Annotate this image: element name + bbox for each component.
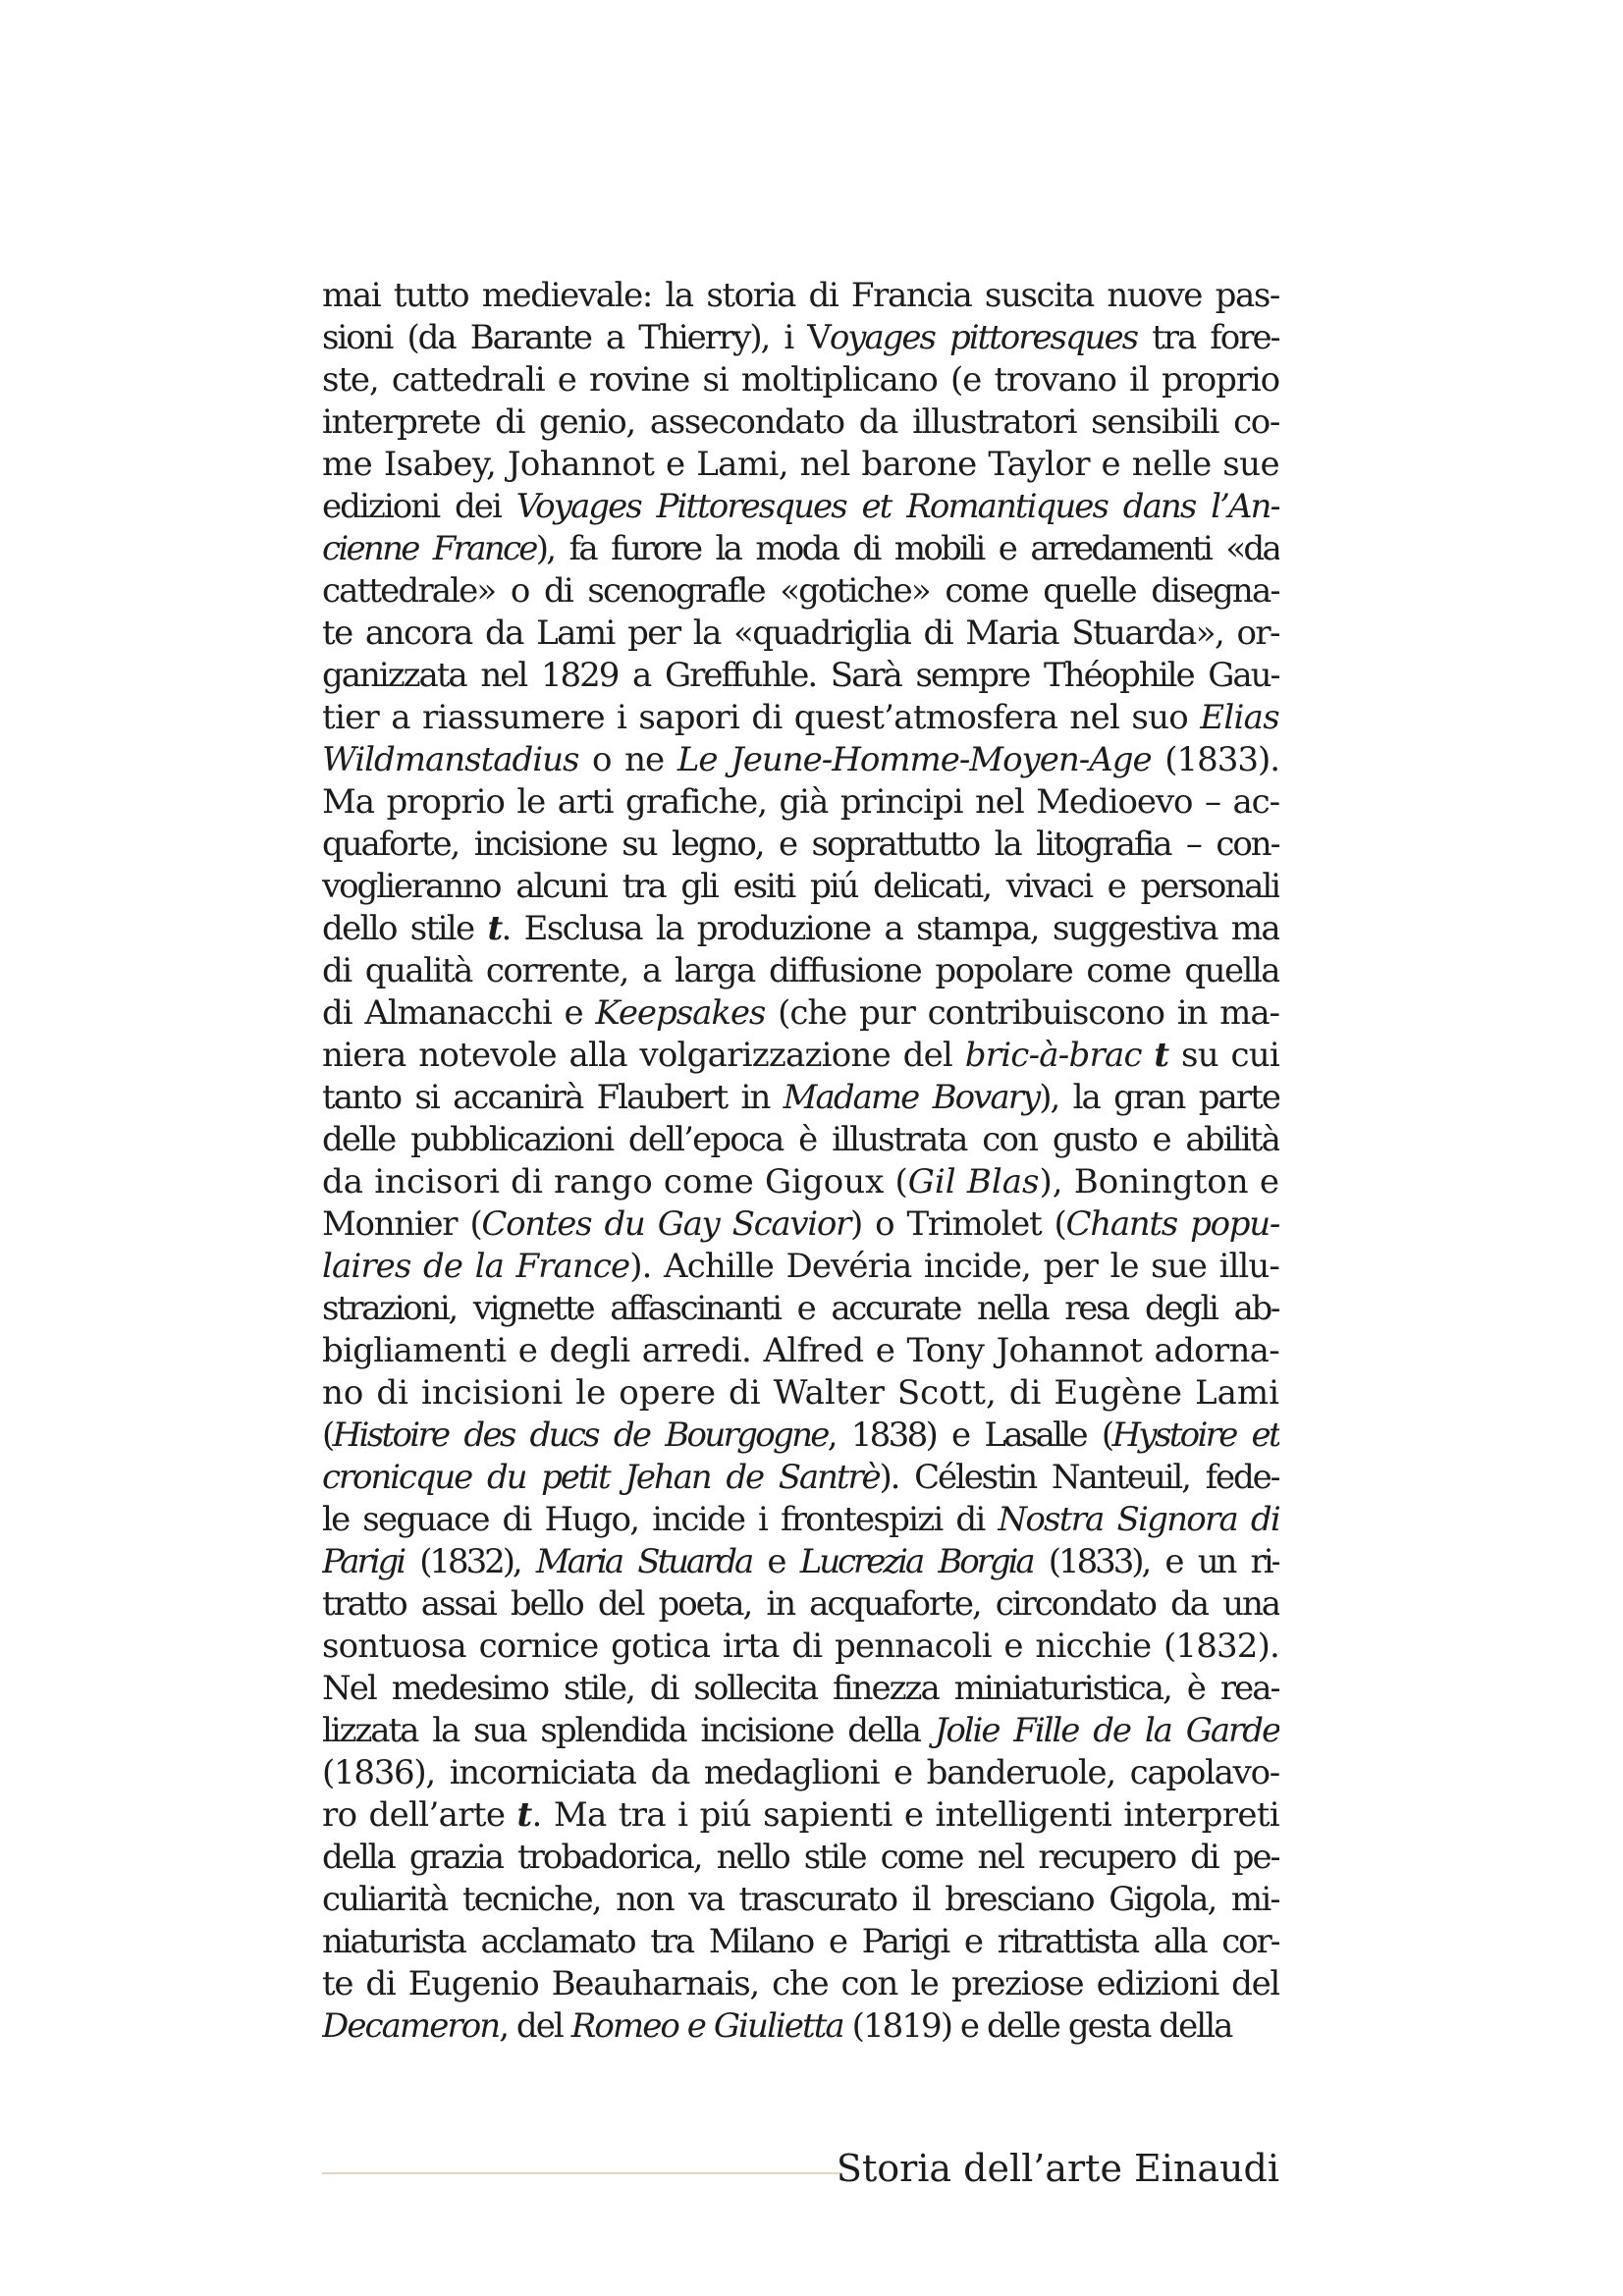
emphasis-text: Voyages Pittoresques et Romantiques dans l’An- (515, 487, 1279, 526)
emphasis-text: Parigi (322, 1542, 405, 1581)
text-line (322, 1035, 1279, 1077)
text-line (322, 1457, 1279, 1499)
text-run: niera notevole alla volgarizzazione del (322, 1036, 965, 1075)
text-run: ) o Trimolet ( (850, 1204, 1066, 1244)
emphasis-text: Histoire des ducs de Bourgogne (332, 1415, 828, 1455)
text-line (322, 1161, 1279, 1203)
text-run: tanto si accanirà Flaubert in (322, 1078, 784, 1117)
text-run: da incisori di rango come Gigoux ( (322, 1162, 908, 1201)
text-line (322, 401, 1279, 444)
text-run: ), fa furore la moda di mobili e arredamenti «da (535, 529, 1279, 568)
text-line (322, 1921, 1279, 1963)
emphasis-text: laires de la France (322, 1247, 630, 1286)
emphasis-text: Jolie Fille de la Garde (934, 1711, 1279, 1750)
text-run: interprete di genio, assecondato da illustratori sensibili co- (322, 402, 1279, 442)
text-line (322, 950, 1279, 992)
footer-rule (322, 2172, 842, 2174)
text-run: ste, cattedrali e rovine si moltiplicano (e trovano il proprio (322, 360, 1279, 400)
text-run: niaturista acclamato tra Milano e Parigi e ritrattista alla cor- (322, 1922, 1279, 1961)
emphasis-text: Maria Stuarda (535, 1542, 752, 1581)
text-run: strazioni, vignette affascinanti e accurate nella resa degli ab- (322, 1289, 1279, 1328)
emphasis-text: Nostra Signora di (998, 1500, 1279, 1539)
text-line (322, 1710, 1279, 1752)
text-line (322, 486, 1279, 528)
text-run: no di incisioni le opere di Walter Scott, di Eugène Lami (322, 1373, 1279, 1413)
emphasis-text: Gil Blas (907, 1162, 1040, 1201)
text-run: . Ma tra i piú sapienti e intelligenti interpreti (531, 1795, 1279, 1835)
text-run: edizioni dei (322, 487, 516, 526)
text-run: della grazia trobadorica, nello stile come nel recupero di pe- (322, 1838, 1279, 1877)
emphasis-text: t (487, 909, 502, 948)
text-run: te di Eugenio Beauharnais, che con le preziose edizioni del (322, 1964, 1279, 2003)
text-line (322, 1752, 1279, 1794)
text-run: Nel medesimo stile, di sollecita finezza miniaturistica, è rea- (322, 1669, 1279, 1708)
text-line (322, 866, 1279, 908)
text-line (322, 1626, 1279, 1668)
text-line (322, 1963, 1279, 2005)
emphasis-text: Wildmanstadius (322, 740, 579, 779)
emphasis-text: Madame Bovary (783, 1078, 1040, 1117)
text-run: mai tutto medievale: la storia di Francia suscita nuove pas- (322, 276, 1279, 315)
text-line (322, 444, 1279, 486)
text-line (322, 739, 1279, 781)
text-line (322, 2005, 1279, 2048)
text-run: su cui (1168, 1036, 1279, 1075)
emphasis-text: Lucrezia Borgia (799, 1542, 1033, 1581)
text-run: Ma proprio le arti grafiche, già principi nel Medioevo – ac- (322, 782, 1279, 822)
text-run: ( (322, 1415, 333, 1455)
emphasis-text: Keepsakes (595, 993, 766, 1033)
text-run: ), Bonington e (1039, 1162, 1279, 1201)
text-run: ganizzata nel 1829 a Greffuhle. Sarà sempre Théophile Gau- (322, 656, 1279, 695)
emphasis-text: bric-à-brac (964, 1036, 1142, 1075)
text-line (322, 570, 1279, 613)
emphasis-text: Le Jeune-Homme-Moyen-Age (676, 740, 1152, 779)
text-run: le seguace di Hugo, incide i frontespizi di (322, 1500, 999, 1539)
text-line (322, 655, 1279, 697)
text-line (322, 1541, 1279, 1583)
text-run: , 1838) e Lasalle ( (827, 1415, 1112, 1455)
text-line (322, 908, 1279, 950)
text-line (322, 1288, 1279, 1330)
text-run: ro dell’arte (322, 1795, 517, 1835)
text-line (322, 1119, 1279, 1161)
text-run: sontuosa cornice gotica irta di pennacoli e nicchie (1832). (322, 1627, 1279, 1666)
text-run: (1832), (404, 1542, 536, 1581)
text-run: (1819) e delle gesta della (842, 2006, 1232, 2046)
text-line (322, 1837, 1279, 1879)
text-run: Monnier ( (322, 1204, 482, 1244)
emphasis-text: Decameron (322, 2006, 500, 2046)
text-run: cattedrale» o di scenografle «gotiche» come quelle disegna- (322, 571, 1279, 611)
text-line (322, 1499, 1279, 1541)
text-run: quaforte, incisione su legno, e soprattutto la litografia – con- (322, 825, 1279, 864)
emphasis-text: t (516, 1795, 532, 1835)
text-run: lizzata la sua splendida incisione della (322, 1711, 935, 1750)
text-run: voglieranno alcuni tra gli esiti piú delicati, vivaci e personali (322, 867, 1279, 906)
text-run: ). Célestin Nanteuil, fede- (879, 1458, 1279, 1497)
text-line (322, 1330, 1279, 1372)
text-run: (1836), incorniciata da medaglioni e banderuole, capolavo- (322, 1753, 1279, 1792)
text-line (322, 1372, 1279, 1415)
text-run (1142, 1036, 1155, 1075)
text-line (322, 1879, 1279, 1921)
text-run: ), la gran parte (1039, 1078, 1279, 1117)
text-run: te ancora da Lami per la «quadriglia di Maria Stuarda», or- (322, 614, 1279, 653)
emphasis-text: Chants popu- (1065, 1204, 1279, 1244)
text-line (322, 697, 1279, 739)
text-run: delle pubblicazioni dell’epoca è illustrata con gusto e abilità (322, 1120, 1279, 1159)
text-run: bigliamenti e degli arredi. Alfred e Tony Johannot adorna- (322, 1331, 1279, 1370)
emphasis-text: cronicque du petit Jehan de Santrè (322, 1458, 880, 1497)
text-run: culiarità tecniche, non va trascurato il bresciano Gigola, mi- (322, 1880, 1279, 1919)
text-run: ). Achille Devéria incide, per le sue illu- (629, 1247, 1279, 1286)
text-run: o ne (578, 740, 677, 779)
footer-title: Storia dell’arte Einaudi (836, 2147, 1279, 2190)
text-line (322, 1794, 1279, 1837)
text-line (322, 528, 1279, 570)
text-line (322, 359, 1279, 401)
text-line (322, 992, 1279, 1035)
text-line (322, 781, 1279, 824)
emphasis-text: t (1154, 1036, 1169, 1075)
text-line (322, 1077, 1279, 1119)
text-line (322, 275, 1279, 317)
text-run: e (751, 1542, 800, 1581)
emphasis-text: oyages pittoresques (829, 318, 1138, 357)
text-run: , del (499, 2006, 571, 2046)
text-run: tratto assai bello del poeta, in acquaforte, circondato da una (322, 1584, 1279, 1624)
text-line (322, 1415, 1279, 1457)
text-line (322, 1583, 1279, 1626)
text-line (322, 317, 1279, 359)
text-run: (1833), e un ri- (1032, 1542, 1279, 1581)
text-line (322, 1668, 1279, 1710)
text-run: . Esclusa la produzione a stampa, suggestiva ma (501, 909, 1279, 948)
emphasis-text: cienne France (322, 529, 536, 568)
text-line (322, 824, 1279, 866)
text-run: tier a riassumere i sapori di quest’atmosfera nel suo (322, 698, 1201, 737)
text-run: me Isabey, Johannot e Lami, nel barone Taylor e nelle sue (322, 445, 1279, 484)
emphasis-text: Romeo e Giulietta (570, 2006, 843, 2046)
emphasis-text: Elias (1200, 698, 1279, 737)
text-run: (1833). (1151, 740, 1279, 779)
text-run: di Almanacchi e (322, 993, 596, 1033)
text-run: tra fore- (1137, 318, 1279, 357)
text-run: sioni (da Barante a Thierry), i V (322, 318, 830, 357)
text-run: dello stile (322, 909, 488, 948)
text-run: di qualità corrente, a larga diffusione popolare come quella (322, 951, 1279, 990)
text-run: (che pur contribuiscono in ma- (765, 993, 1279, 1033)
text-line (322, 1246, 1279, 1288)
emphasis-text: Contes du Gay Scavior (481, 1204, 850, 1244)
emphasis-text: Hystoire et (1111, 1415, 1279, 1455)
body-text (322, 275, 1279, 2048)
text-line (322, 1203, 1279, 1246)
text-line (322, 613, 1279, 655)
